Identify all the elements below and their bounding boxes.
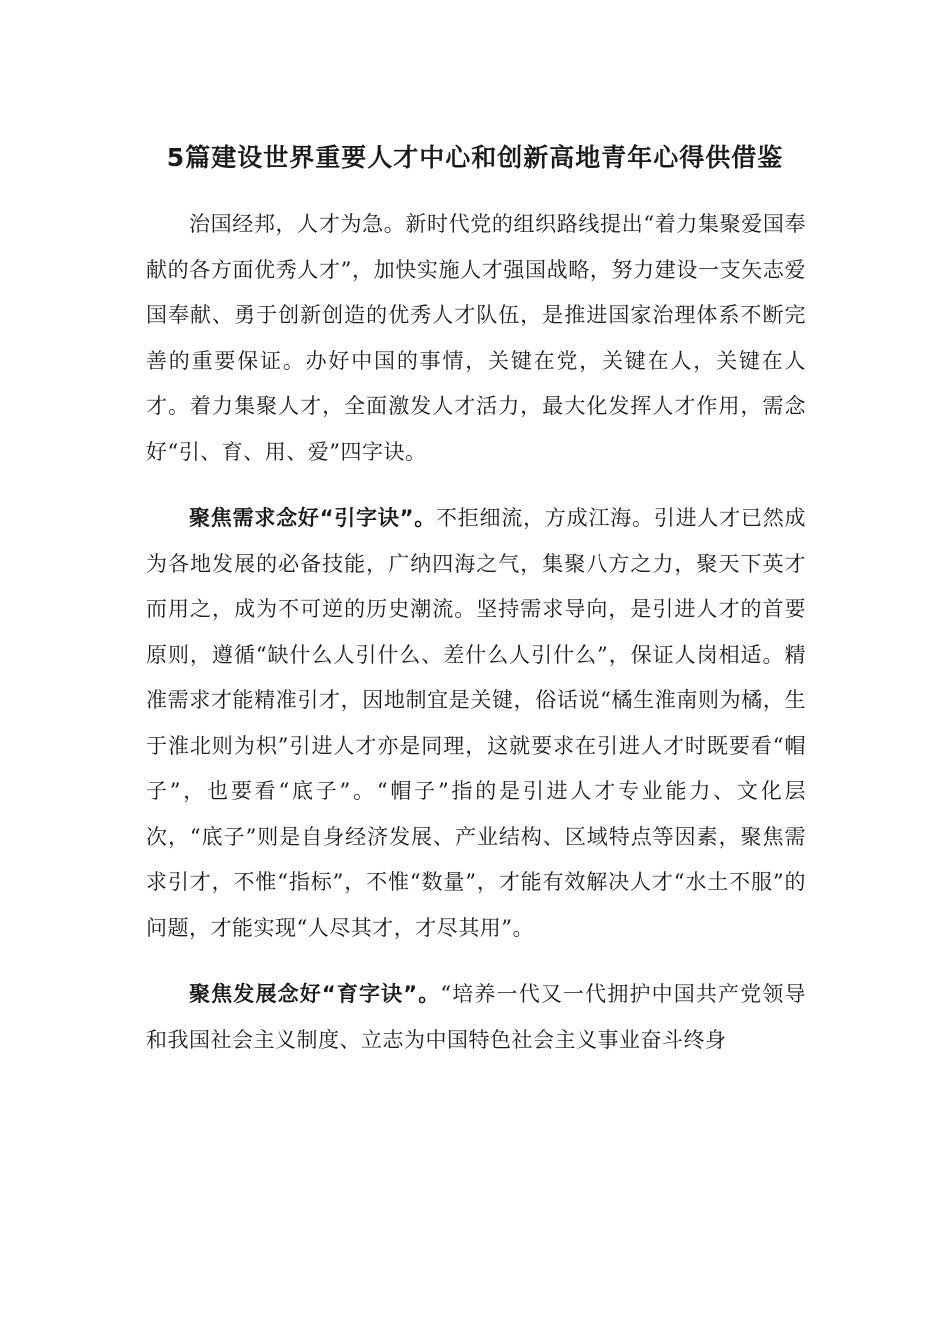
paragraph-text: “培养一代又一代拥护中国共产党领导和我国社会主义制度、立志为中国特色社会主义事业奋斗终身 [146, 982, 806, 1052]
paragraph-intro [146, 202, 806, 475]
document-title: 5篇建设世界重要人才中心和创新高地青年心得供借鉴 [166, 143, 784, 172]
paragraph-lead: 聚焦发展念好“育字诀”。 [189, 982, 441, 1006]
paragraph-lead: 聚焦需求念好“引字诀”。 [189, 506, 436, 530]
paragraph-cultivate [146, 972, 806, 1063]
paragraph-text: 治国经邦，人才为急。新时代党的组织路线提出“着力集聚爱国奉献的各方面优秀人才”，加快实施人才强国战略，努力建设一支矢志爱国奉献、勇于创新创造的优秀人才队伍，是推进国家治理体系不断完善的重要保证。办好中国的事情，关键在党，关键在人，关键在人才。着力集聚人才，全面激发人才活力，最大化发挥人才作用，需念好“引、育、用、爱”四字诀。 [146, 212, 806, 464]
document-body [146, 202, 806, 1063]
paragraph-recruit [146, 496, 806, 951]
paragraph-text: 不拒细流，方成江海。引进人才已然成为各地发展的必备技能，广纳四海之气，集聚八方之力，聚天下英才而用之，成为不可逆的历史潮流。坚持需求导向，是引进人才的首要原则，遵循“缺什么人引什么、差什么人引什么”，保证人岗相适。精准需求才能精准引才，因地制宜是关键，俗话说“橘生淮南则为橘，生于淮北则为枳”引进人才亦是同理，这就要求在引进人才时既要看“帽子”，也要看“底子”。“帽子”指的是引进人才专业能力、文化层次，“底子”则是自身经济发展、产业结构、区域特点等因素，聚焦需求引才，不惟“指标”，不惟“数量”，才能有效解决人才“水土不服”的问题，才能实现“人尽其才，才尽其用”。 [146, 506, 806, 940]
